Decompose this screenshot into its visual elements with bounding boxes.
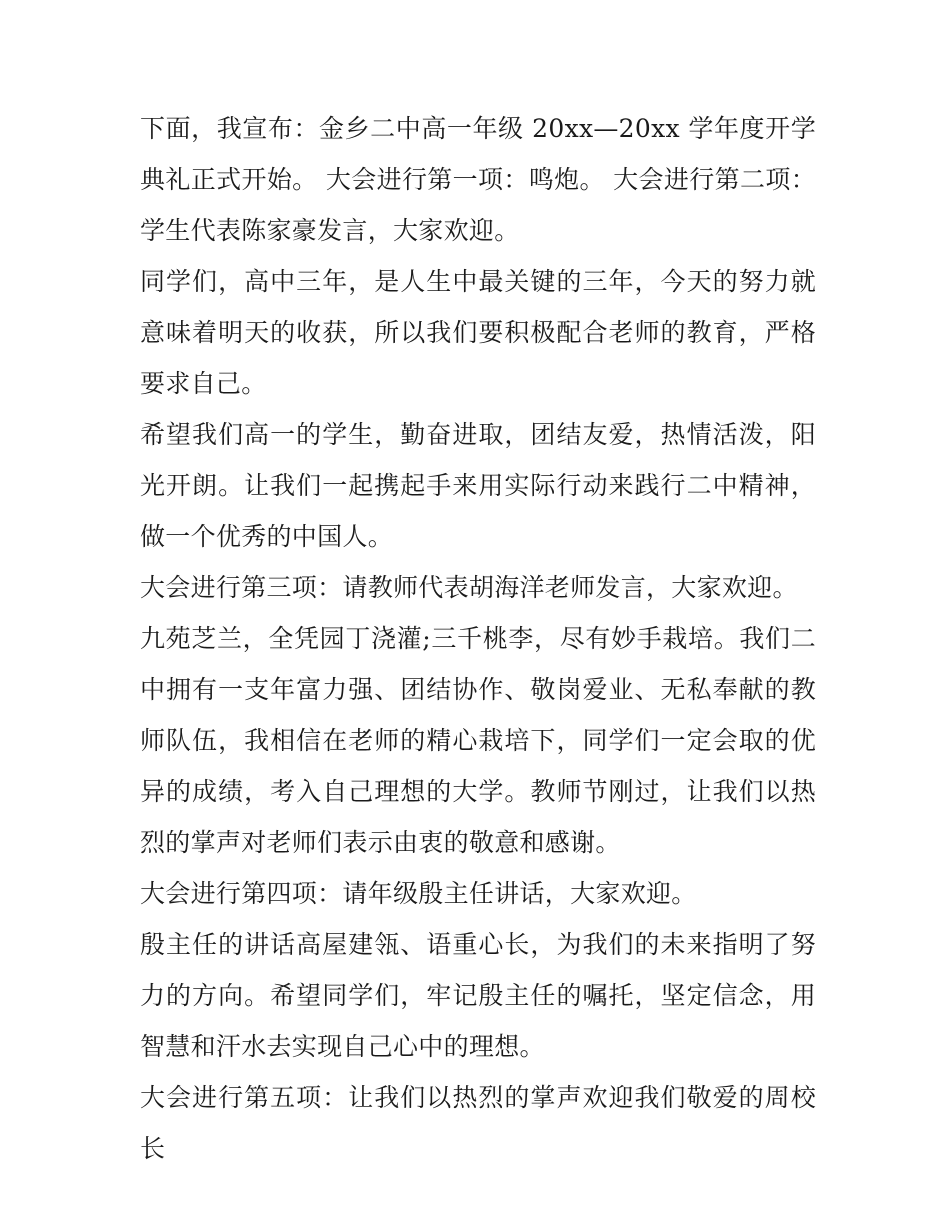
paragraph-item-three: 大会进行第三项：请教师代表胡海洋老师发言，大家欢迎。 [140, 573, 798, 602]
paragraph-student-hope: 希望我们高一的学生，勤奋进取，团结友爱，热情活泼，阳光开朗。让我们一起携起手来用实际行动来践行二中精神，做一个优秀的中国人。 [140, 420, 816, 551]
document-body [140, 103, 816, 1174]
paragraph-student-speech: 同学们，高中三年，是人生中最关键的三年，今天的努力就意味着明天的收获，所以我们要积极配合老师的教育，严格要求自己。 [140, 267, 816, 398]
paragraph-teacher-thanks: 九苑芝兰，全凭园丁浇灌;三千桃李，尽有妙手栽培。我们二中拥有一支年富力强、团结协作、敬岗爱业、无私奉献的教师队伍，我相信在老师的精心栽培下，同学们一定会取的优异的成绩，考入自己理想的大学。教师节刚过，让我们以热烈的掌声对老师们表示由衷的敬意和感谢。 [140, 624, 816, 857]
paragraph-opening: 下面，我宣布：金乡二中高一年级 20xx—20xx 学年度开学典礼正式开始。 大会进行第一项：鸣炮。 大会进行第二项：学生代表陈家豪发言，大家欢迎。 [140, 114, 816, 245]
paragraph-item-four: 大会进行第四项：请年级殷主任讲话，大家欢迎。 [140, 879, 697, 908]
paragraph-item-five: 大会进行第五项：让我们以热烈的掌声欢迎我们敬爱的周校长 [140, 1083, 816, 1163]
paragraph-director-speech: 殷主任的讲话高屋建瓴、语重心长，为我们的未来指明了努力的方向。希望同学们，牢记殷主任的嘱托，坚定信念，用智慧和汗水去实现自己心中的理想。 [140, 930, 816, 1061]
